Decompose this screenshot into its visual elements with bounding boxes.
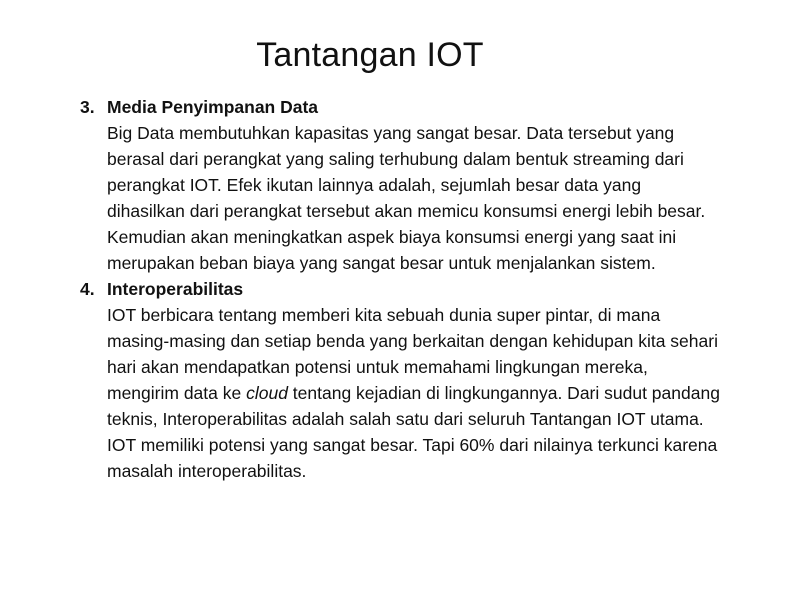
item-heading-row [80, 276, 720, 302]
item-heading: Media Penyimpanan Data [107, 97, 319, 117]
item-body: Big Data membutuhkan kapasitas yang sangat besar. Data tersebut yang berasal dari perangkat yang saling terhubung dalam bentuk streaming dari perangkat IOT. Efek ikutan lainnya adalah, sejumlah besar data yang dihasilkan dari perangkat tersebut akan memicu konsumsi energi lebih besar. Kemudian akan meningkatkan aspek biaya konsumsi energi yang saat ini merupakan beban biaya yang sangat besar untuk menjalankan sistem. [107, 123, 706, 273]
list-item-interoperabilitas [80, 276, 720, 484]
item-body-italic: cloud [246, 383, 288, 403]
item-number: 4. [80, 279, 95, 299]
item-body [107, 302, 720, 484]
slide-title: Tantangan IOT [256, 36, 484, 74]
item-number: 3. [80, 97, 95, 117]
item-heading: Interoperabilitas [107, 279, 244, 299]
list-item-media-penyimpanan [80, 94, 720, 276]
item-heading-row [80, 94, 720, 120]
item-body-part-1: IOT berbicara tentang memberi kita sebuah dunia super pintar, di mana masing-masing dan setiap benda yang berkaitan dengan kehidupan kita sehari hari akan mendapatkan potensi untuk memahami lingkungan mereka, mengirim data ke [107, 305, 718, 403]
slide-content [80, 94, 720, 484]
item-body-part-2: tentang kejadian di lingkungannya. Dari sudut pandang teknis, Interoperabilitas adalah salah satu dari seluruh Tantangan IOT utama. IOT memiliki potensi yang sangat besar. Tapi 60% dari nilainya terkunci karena masalah interoperabilitas. [107, 383, 720, 481]
